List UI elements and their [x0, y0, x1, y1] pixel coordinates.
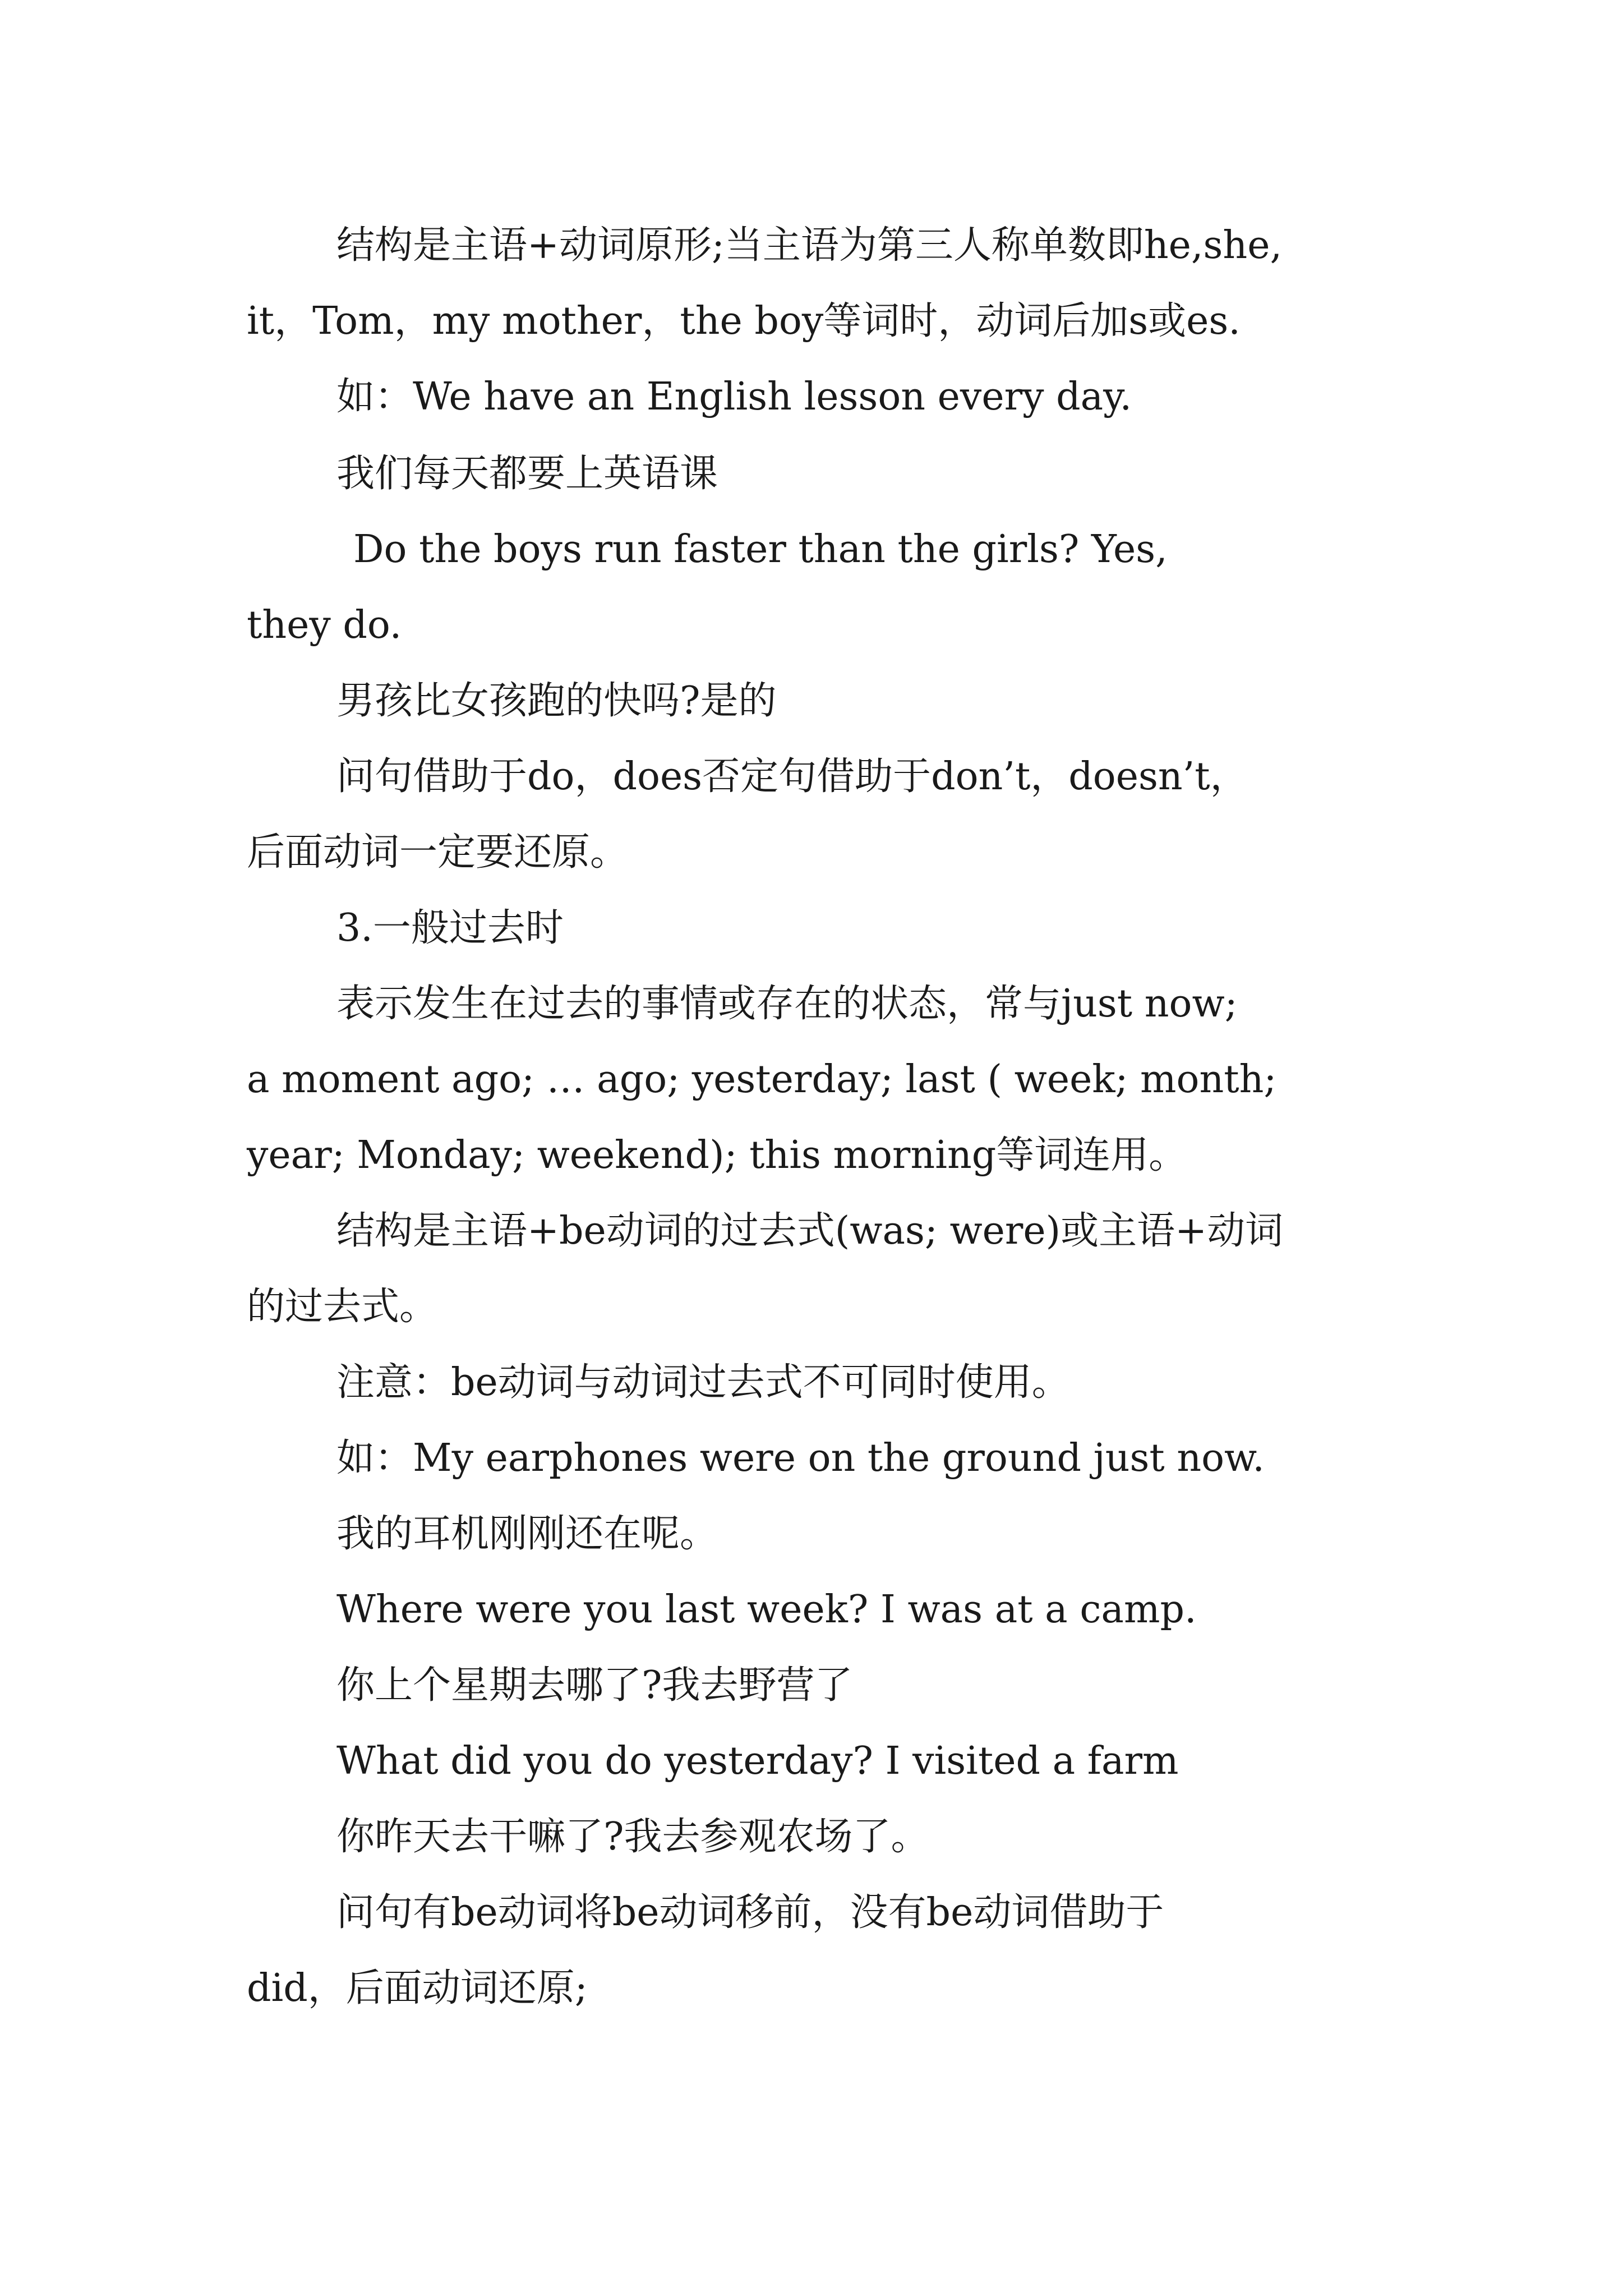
text-line: 如：We have an English lesson every day. [336, 375, 1132, 419]
text-line: 表示发生在过去的事情或存在的状态，常与just now; [336, 982, 1238, 1026]
text-line: 注意：be动词与动词过去式不可同时使用。 [336, 1360, 1070, 1405]
text-line: 结构是主语+be动词的过去式(was; were)或主语+动词 [336, 1209, 1284, 1253]
text-line: 问句借助于do，does否定句借助于don’t，doesn’t， [336, 754, 1248, 799]
text-line: did，后面动词还原; [247, 1966, 588, 2010]
text-line: 问句有be动词将be动词移前，没有be动词借助于 [336, 1890, 1164, 1935]
text-line: a moment ago; … ago; yesterday; last ( week; month; [247, 1057, 1277, 1102]
text-line: 我的耳机刚刚还在呢。 [336, 1512, 718, 1556]
section-heading: 3.一般过去时 [336, 906, 564, 950]
text-line: 如：My earphones were on the ground just now. [336, 1436, 1265, 1480]
text-line: 的过去式。 [247, 1285, 438, 1329]
text-line: What did you do yesterday? I visited a farm [336, 1739, 1179, 1783]
text-line: Do the boys run faster than the girls? Yes, [353, 527, 1168, 572]
text-line: 我们每天都要上英语课 [336, 452, 718, 496]
text-line: 男孩比女孩跑的快吗?是的 [336, 679, 777, 723]
text-line: Where were you last week? I was at a camp. [336, 1588, 1197, 1632]
text-line: it，Tom，my mother，the boy等词时，动词后加s或es. [247, 299, 1241, 343]
text-line: 你上个星期去哪了?我去野营了 [336, 1663, 853, 1708]
text-line: 你昨天去干嘛了?我去参观农场了。 [336, 1815, 929, 1859]
text-line: they do. [247, 603, 402, 647]
text-line: 后面动词一定要还原。 [247, 830, 629, 875]
text-line: year; Monday; weekend); this morning等词连用。 [247, 1133, 1187, 1177]
text-line: 结构是主语+动词原形;当主语为第三人称单数即he,she, [336, 223, 1283, 268]
